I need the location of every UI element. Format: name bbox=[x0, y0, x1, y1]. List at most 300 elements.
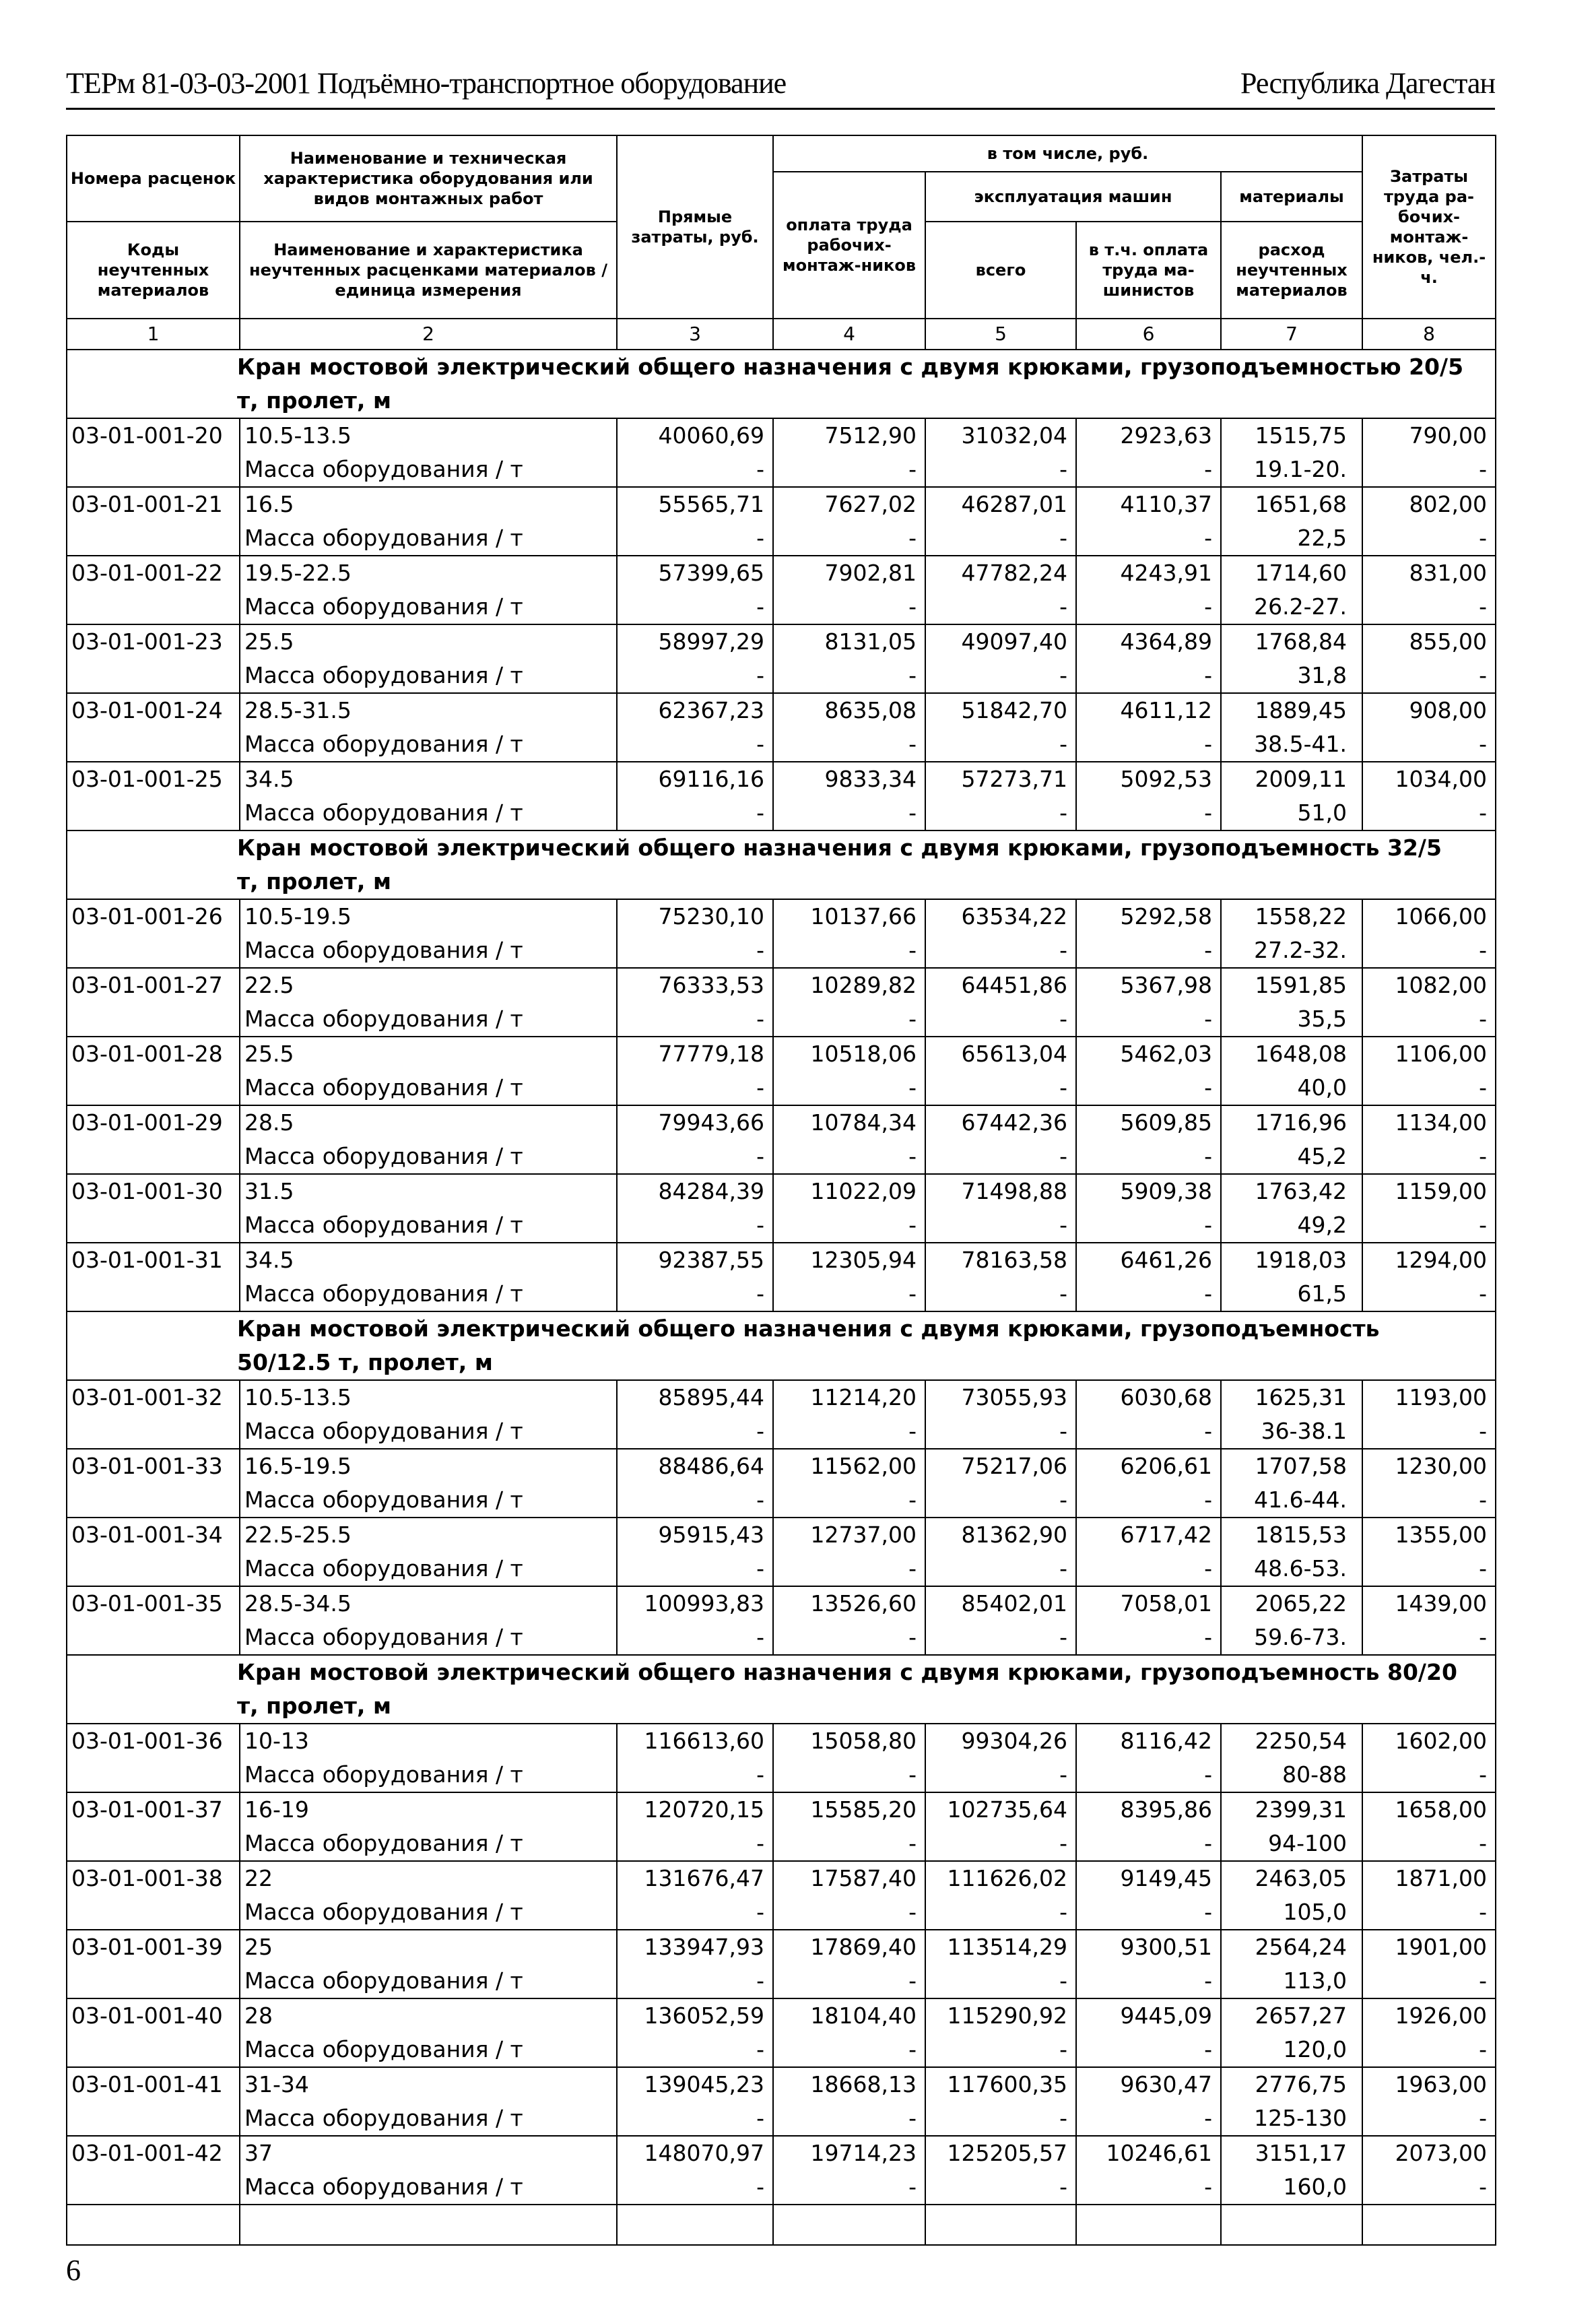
operators-cost-cell bbox=[1076, 693, 1221, 762]
dash: - bbox=[1059, 1487, 1067, 1513]
materials-cost-cell bbox=[1221, 1174, 1362, 1243]
rate-code bbox=[67, 1243, 240, 1311]
labor-hours-cell bbox=[1362, 1861, 1496, 1930]
rate-code-text: 03-01-001-20 bbox=[71, 422, 223, 449]
machines-cost: 73055,93 bbox=[961, 1384, 1067, 1410]
running-header-title: ТЕРм 81-03-03-2001 Подъёмно-транспортное оборудование bbox=[66, 67, 787, 100]
materials-cost-cell bbox=[1221, 899, 1362, 968]
direct-cost-cell bbox=[617, 418, 773, 487]
labor-cost: 11214,20 bbox=[810, 1384, 917, 1410]
dash: - bbox=[908, 525, 917, 551]
dash: - bbox=[1204, 1212, 1212, 1238]
direct-cost-cell bbox=[617, 1724, 773, 1792]
mass-label: Масса оборудования / т bbox=[244, 800, 523, 826]
machines-cost-cell bbox=[925, 693, 1076, 762]
materials-cost: 1558,22 bbox=[1255, 903, 1348, 930]
machines-cost: 67442,36 bbox=[961, 1109, 1067, 1136]
materials-cost-cell bbox=[1221, 2136, 1362, 2205]
labor-hours-cell bbox=[1362, 899, 1496, 968]
labor-cost: 11022,09 bbox=[810, 1178, 917, 1204]
labor-hours-cell bbox=[1362, 1380, 1496, 1449]
rate-code-text: 03-01-001-37 bbox=[71, 1796, 223, 1823]
section-title bbox=[67, 1311, 1496, 1380]
labor-hours-cell bbox=[1362, 487, 1496, 556]
table-row bbox=[67, 1724, 1496, 1792]
operators-cost-cell bbox=[1076, 1174, 1221, 1243]
direct-cost-cell bbox=[617, 1037, 773, 1105]
machines-cost: 111626,02 bbox=[947, 1865, 1067, 1891]
col2-header-bottom: Наименование и характеристика неучтенных расценками материалов / единица измерения bbox=[240, 222, 617, 319]
machines-cost-cell bbox=[925, 487, 1076, 556]
labor-cost: 9833,34 bbox=[824, 766, 917, 792]
labor-cost-cell bbox=[773, 1037, 925, 1105]
mass-label: Масса оборудования / т bbox=[244, 1143, 523, 1169]
materials-cost-cell bbox=[1221, 2067, 1362, 2136]
col1-header-top: Номера расценок bbox=[67, 135, 240, 222]
dash: - bbox=[1204, 1555, 1212, 1582]
rate-code bbox=[67, 2136, 240, 2205]
dash: - bbox=[1059, 731, 1067, 757]
materials-cost: 2399,31 bbox=[1255, 1796, 1348, 1823]
col5-header: всего bbox=[925, 222, 1076, 319]
header-rule bbox=[66, 108, 1495, 110]
machines-cost-cell bbox=[925, 1105, 1076, 1174]
dash: - bbox=[1479, 1899, 1488, 1925]
dash: - bbox=[756, 593, 764, 620]
crane-span: 22 bbox=[244, 1865, 273, 1891]
rate-name bbox=[240, 1861, 617, 1930]
dash: - bbox=[1479, 1487, 1488, 1513]
equipment-mass: 80-88 bbox=[1282, 1761, 1348, 1788]
mass-label: Масса оборудования / т bbox=[244, 662, 523, 688]
rate-code-text: 03-01-001-26 bbox=[71, 903, 223, 930]
section-title bbox=[67, 830, 1496, 899]
direct-cost-cell bbox=[617, 1861, 773, 1930]
materials-cost: 1918,03 bbox=[1255, 1247, 1348, 1273]
labor-hours-cell bbox=[1362, 556, 1496, 624]
labor-hours: 1926,00 bbox=[1395, 2002, 1488, 2029]
materials-cost: 2657,27 bbox=[1255, 2002, 1348, 2029]
rate-code bbox=[67, 1930, 240, 1998]
equipment-mass: 49,2 bbox=[1297, 1212, 1348, 1238]
equipment-mass: 120,0 bbox=[1283, 2036, 1348, 2062]
table-row bbox=[67, 1174, 1496, 1243]
dash: - bbox=[756, 525, 764, 551]
dash: - bbox=[756, 1624, 764, 1650]
operators-cost-cell bbox=[1076, 1930, 1221, 1998]
dash: - bbox=[1204, 593, 1212, 620]
machines-group-header: эксплуатация машин bbox=[925, 172, 1221, 222]
dash: - bbox=[756, 1006, 764, 1032]
materials-cost-cell bbox=[1221, 1105, 1362, 1174]
materials-cost-cell bbox=[1221, 556, 1362, 624]
machines-cost-cell bbox=[925, 1449, 1076, 1518]
labor-hours-cell bbox=[1362, 2067, 1496, 2136]
table-row bbox=[67, 1861, 1496, 1930]
labor-hours-cell bbox=[1362, 1930, 1496, 1998]
direct-cost: 79943,66 bbox=[658, 1109, 764, 1136]
table-row bbox=[67, 624, 1496, 693]
crane-span: 10.5-13.5 bbox=[244, 1384, 352, 1410]
direct-cost-cell bbox=[617, 1930, 773, 1998]
labor-cost: 12305,94 bbox=[810, 1247, 917, 1273]
col1-header-bottom: Коды неучтенных материалов bbox=[67, 222, 240, 319]
rate-code-text: 03-01-001-40 bbox=[71, 2002, 223, 2029]
mass-label: Масса оборудования / т bbox=[244, 1487, 523, 1513]
direct-cost-cell bbox=[617, 1998, 773, 2067]
labor-hours: 1294,00 bbox=[1395, 1247, 1488, 1273]
operators-cost-cell bbox=[1076, 1724, 1221, 1792]
labor-hours-cell bbox=[1362, 1174, 1496, 1243]
equipment-mass: 41.6-44. bbox=[1254, 1487, 1348, 1513]
operators-cost: 5292,58 bbox=[1120, 903, 1212, 930]
materials-cost-cell bbox=[1221, 1380, 1362, 1449]
materials-cost-cell bbox=[1221, 762, 1362, 830]
rate-code bbox=[67, 968, 240, 1037]
dash: - bbox=[1204, 800, 1212, 826]
dash: - bbox=[1204, 1074, 1212, 1101]
materials-cost: 2250,54 bbox=[1255, 1728, 1348, 1754]
rate-code bbox=[67, 1174, 240, 1243]
col-number-6: 6 bbox=[1076, 319, 1221, 350]
mass-label: Масса оборудования / т bbox=[244, 1830, 523, 1856]
equipment-mass: 160,0 bbox=[1283, 2174, 1348, 2200]
rate-code bbox=[67, 1861, 240, 1930]
dash: - bbox=[1059, 525, 1067, 551]
dash: - bbox=[1204, 1830, 1212, 1856]
machines-cost: 78163,58 bbox=[961, 1247, 1067, 1273]
operators-cost-cell bbox=[1076, 1792, 1221, 1861]
dash: - bbox=[1204, 1899, 1212, 1925]
rate-code bbox=[67, 1105, 240, 1174]
direct-cost: 116613,60 bbox=[644, 1728, 764, 1754]
dash: - bbox=[1059, 1830, 1067, 1856]
col-number-5: 5 bbox=[925, 319, 1076, 350]
labor-hours: 1193,00 bbox=[1395, 1384, 1488, 1410]
materials-cost: 1763,42 bbox=[1255, 1178, 1348, 1204]
rate-code bbox=[67, 899, 240, 968]
dash: - bbox=[908, 1487, 917, 1513]
materials-cost-cell bbox=[1221, 1586, 1362, 1655]
labor-cost: 15585,20 bbox=[810, 1796, 917, 1823]
operators-cost-cell bbox=[1076, 968, 1221, 1037]
mass-label: Масса оборудования / т bbox=[244, 2105, 523, 2131]
rate-name bbox=[240, 1586, 617, 1655]
machines-cost-cell bbox=[925, 556, 1076, 624]
operators-cost: 4364,89 bbox=[1120, 628, 1212, 655]
machines-cost: 65613,04 bbox=[961, 1041, 1067, 1067]
machines-cost-cell bbox=[925, 1243, 1076, 1311]
dash: - bbox=[1204, 2036, 1212, 2062]
labor-cost-cell bbox=[773, 1380, 925, 1449]
dash: - bbox=[1204, 1143, 1212, 1169]
dash: - bbox=[1479, 525, 1488, 551]
dash: - bbox=[1059, 456, 1067, 482]
dash: - bbox=[908, 1212, 917, 1238]
dash: - bbox=[756, 731, 764, 757]
direct-cost-cell bbox=[617, 1449, 773, 1518]
mass-label: Масса оборудования / т bbox=[244, 2036, 523, 2062]
mass-label: Масса оборудования / т bbox=[244, 2174, 523, 2200]
dash: - bbox=[1479, 1761, 1488, 1788]
section-header-row bbox=[67, 1311, 1496, 1380]
column-numbers-row bbox=[67, 319, 1496, 350]
dash: - bbox=[756, 1555, 764, 1582]
dash: - bbox=[1204, 1624, 1212, 1650]
col-number-3: 3 bbox=[617, 319, 773, 350]
labor-cost: 7902,81 bbox=[824, 560, 917, 586]
materials-cost-cell bbox=[1221, 1518, 1362, 1586]
dash: - bbox=[756, 1967, 764, 1994]
dash: - bbox=[1479, 456, 1488, 482]
rate-code bbox=[67, 1037, 240, 1105]
labor-hours: 1230,00 bbox=[1395, 1453, 1488, 1479]
machines-cost-cell bbox=[925, 2136, 1076, 2205]
dash: - bbox=[1059, 1280, 1067, 1307]
equipment-mass: 40,0 bbox=[1297, 1074, 1348, 1101]
empty-cell bbox=[925, 2205, 1076, 2245]
machines-cost-cell bbox=[925, 1380, 1076, 1449]
section-header-row bbox=[67, 350, 1496, 418]
materials-cost: 1768,84 bbox=[1255, 628, 1348, 655]
operators-cost: 5367,98 bbox=[1120, 972, 1212, 998]
dash: - bbox=[1204, 1967, 1212, 1994]
rate-code-text: 03-01-001-30 bbox=[71, 1178, 223, 1204]
dash: - bbox=[1059, 1761, 1067, 1788]
machines-cost: 46287,01 bbox=[961, 491, 1067, 517]
direct-cost: 40060,69 bbox=[658, 422, 764, 449]
rate-code bbox=[67, 1518, 240, 1586]
direct-cost: 76333,53 bbox=[658, 972, 764, 998]
labor-cost: 11562,00 bbox=[810, 1453, 917, 1479]
mass-label: Масса оборудования / т bbox=[244, 937, 523, 963]
labor-hours: 908,00 bbox=[1409, 697, 1488, 723]
col3-header: Прямые затраты, руб. bbox=[617, 135, 773, 319]
dash: - bbox=[756, 1899, 764, 1925]
machines-cost-cell bbox=[925, 1998, 1076, 2067]
rate-code bbox=[67, 1380, 240, 1449]
direct-cost: 133947,93 bbox=[644, 1934, 764, 1960]
machines-cost-cell bbox=[925, 418, 1076, 487]
dash: - bbox=[1204, 2105, 1212, 2131]
machines-cost: 125205,57 bbox=[947, 2140, 1067, 2166]
mass-label: Масса оборудования / т bbox=[244, 731, 523, 757]
mass-label: Масса оборудования / т bbox=[244, 456, 523, 482]
crane-span: 25.5 bbox=[244, 628, 294, 655]
dash: - bbox=[1479, 1830, 1488, 1856]
labor-cost: 18668,13 bbox=[810, 2071, 917, 2097]
rate-name bbox=[240, 2067, 617, 2136]
section-title-line: т, пролет, м bbox=[237, 868, 391, 894]
materials-cost-cell bbox=[1221, 1998, 1362, 2067]
dash: - bbox=[1479, 1006, 1488, 1032]
crane-span: 25.5 bbox=[244, 1041, 294, 1067]
labor-hours: 1602,00 bbox=[1395, 1728, 1488, 1754]
materials-cost: 1651,68 bbox=[1255, 491, 1348, 517]
rates-table bbox=[66, 135, 1496, 2246]
dash: - bbox=[908, 800, 917, 826]
dash: - bbox=[756, 1074, 764, 1101]
rate-code-text: 03-01-001-31 bbox=[71, 1247, 223, 1273]
dash: - bbox=[1479, 731, 1488, 757]
machines-cost-cell bbox=[925, 2067, 1076, 2136]
materials-cost-cell bbox=[1221, 693, 1362, 762]
dash: - bbox=[756, 1761, 764, 1788]
table-row bbox=[67, 1243, 1496, 1311]
machines-cost-cell bbox=[925, 1037, 1076, 1105]
col2-header-top: Наименование и техническая характеристика оборудования или видов монтажных работ bbox=[240, 135, 617, 222]
mass-label: Масса оборудования / т bbox=[244, 1418, 523, 1444]
section-title-line: Кран мостовой электрический общего назначения с двумя крюками, грузоподъемность bbox=[237, 1315, 1380, 1342]
table-row bbox=[67, 487, 1496, 556]
dash: - bbox=[1204, 731, 1212, 757]
labor-cost-cell bbox=[773, 487, 925, 556]
labor-cost: 17869,40 bbox=[810, 1934, 917, 1960]
equipment-mass: 48.6-53. bbox=[1254, 1555, 1348, 1582]
equipment-mass: 22,5 bbox=[1297, 525, 1348, 551]
direct-cost-cell bbox=[617, 1380, 773, 1449]
operators-cost: 7058,01 bbox=[1120, 1590, 1212, 1617]
dash: - bbox=[1479, 937, 1488, 963]
direct-cost: 62367,23 bbox=[658, 697, 764, 723]
labor-cost: 19714,23 bbox=[810, 2140, 917, 2166]
operators-cost-cell bbox=[1076, 487, 1221, 556]
rate-code bbox=[67, 1792, 240, 1861]
rate-code bbox=[67, 556, 240, 624]
labor-cost: 13526,60 bbox=[810, 1590, 917, 1617]
direct-cost-cell bbox=[617, 1105, 773, 1174]
labor-hours: 1034,00 bbox=[1395, 766, 1488, 792]
direct-cost: 100993,83 bbox=[644, 1590, 764, 1617]
crane-span: 31-34 bbox=[244, 2071, 309, 2097]
table-row bbox=[67, 968, 1496, 1037]
rate-code bbox=[67, 624, 240, 693]
operators-cost-cell bbox=[1076, 762, 1221, 830]
operators-cost-cell bbox=[1076, 624, 1221, 693]
materials-cost-cell bbox=[1221, 1930, 1362, 1998]
materials-cost: 3151,17 bbox=[1255, 2140, 1348, 2166]
labor-hours: 802,00 bbox=[1409, 491, 1488, 517]
operators-cost: 5462,03 bbox=[1120, 1041, 1212, 1067]
empty-cell bbox=[617, 2205, 773, 2245]
direct-cost-cell bbox=[617, 899, 773, 968]
rate-code bbox=[67, 1586, 240, 1655]
materials-cost-cell bbox=[1221, 418, 1362, 487]
materials-cost: 2463,05 bbox=[1255, 1865, 1348, 1891]
labor-hours: 855,00 bbox=[1409, 628, 1488, 655]
machines-cost: 64451,86 bbox=[961, 972, 1067, 998]
empty-cell bbox=[1362, 2205, 1496, 2245]
labor-hours-cell bbox=[1362, 418, 1496, 487]
dash: - bbox=[1204, 525, 1212, 551]
crane-span: 34.5 bbox=[244, 766, 294, 792]
dash: - bbox=[1479, 662, 1488, 688]
direct-cost-cell bbox=[617, 487, 773, 556]
dash: - bbox=[1479, 2105, 1488, 2131]
labor-hours-cell bbox=[1362, 762, 1496, 830]
labor-cost-cell bbox=[773, 2067, 925, 2136]
dash: - bbox=[1059, 1143, 1067, 1169]
dash: - bbox=[1479, 593, 1488, 620]
dash: - bbox=[1059, 593, 1067, 620]
labor-hours: 2073,00 bbox=[1395, 2140, 1488, 2166]
direct-cost: 69116,16 bbox=[658, 766, 764, 792]
rate-code-text: 03-01-001-39 bbox=[71, 1934, 223, 1960]
dash: - bbox=[756, 1280, 764, 1307]
mass-label: Масса оборудования / т bbox=[244, 1899, 523, 1925]
labor-cost: 8131,05 bbox=[824, 628, 917, 655]
rate-code bbox=[67, 693, 240, 762]
dash: - bbox=[756, 456, 764, 482]
table-row bbox=[67, 1037, 1496, 1105]
operators-cost: 2923,63 bbox=[1120, 422, 1212, 449]
direct-cost: 131676,47 bbox=[644, 1865, 764, 1891]
dash: - bbox=[1204, 1006, 1212, 1032]
equipment-mass: 59.6-73. bbox=[1254, 1624, 1348, 1650]
labor-hours: 1106,00 bbox=[1395, 1041, 1488, 1067]
labor-hours-cell bbox=[1362, 1998, 1496, 2067]
col6-header: в т.ч. оплата труда ма-шинистов bbox=[1076, 222, 1221, 319]
direct-cost: 120720,15 bbox=[644, 1796, 764, 1823]
rate-name bbox=[240, 1105, 617, 1174]
equipment-mass: 31,8 bbox=[1297, 662, 1348, 688]
mass-label: Масса оборудования / т bbox=[244, 593, 523, 620]
section-title-line: Кран мостовой электрический общего назначения с двумя крюками, грузоподъемностью 20/5 bbox=[237, 354, 1464, 380]
labor-cost-cell bbox=[773, 1998, 925, 2067]
operators-cost-cell bbox=[1076, 1037, 1221, 1105]
rate-name bbox=[240, 624, 617, 693]
mass-label: Масса оборудования / т bbox=[244, 1280, 523, 1307]
dash: - bbox=[908, 1555, 917, 1582]
col7-header-bottom: расход неучтенных материалов bbox=[1221, 222, 1362, 319]
section-title-line: т, пролет, м bbox=[237, 1693, 391, 1719]
dash: - bbox=[1059, 1418, 1067, 1444]
section-title bbox=[67, 1655, 1496, 1724]
dash: - bbox=[1479, 1212, 1488, 1238]
direct-cost-cell bbox=[617, 968, 773, 1037]
operators-cost-cell bbox=[1076, 1998, 1221, 2067]
operators-cost: 6461,26 bbox=[1120, 1247, 1212, 1273]
labor-cost-cell bbox=[773, 1105, 925, 1174]
rate-code-text: 03-01-001-32 bbox=[71, 1384, 223, 1410]
mass-label: Масса оборудования / т bbox=[244, 1624, 523, 1650]
operators-cost-cell bbox=[1076, 418, 1221, 487]
table-row bbox=[67, 1792, 1496, 1861]
dash: - bbox=[1479, 1555, 1488, 1582]
operators-cost: 8395,86 bbox=[1120, 1796, 1212, 1823]
table-row bbox=[67, 2136, 1496, 2205]
machines-cost: 71498,88 bbox=[961, 1178, 1067, 1204]
labor-cost-cell bbox=[773, 762, 925, 830]
dash: - bbox=[756, 1830, 764, 1856]
labor-hours: 1901,00 bbox=[1395, 1934, 1488, 1960]
rate-code bbox=[67, 762, 240, 830]
labor-cost-cell bbox=[773, 968, 925, 1037]
crane-span: 10.5-19.5 bbox=[244, 903, 352, 930]
direct-cost: 139045,23 bbox=[644, 2071, 764, 2097]
operators-cost-cell bbox=[1076, 2067, 1221, 2136]
labor-hours-cell bbox=[1362, 1518, 1496, 1586]
crane-span: 28.5-34.5 bbox=[244, 1590, 352, 1617]
labor-cost-cell bbox=[773, 556, 925, 624]
materials-cost-cell bbox=[1221, 624, 1362, 693]
table-row bbox=[67, 1380, 1496, 1449]
rate-code-text: 03-01-001-42 bbox=[71, 2140, 223, 2166]
labor-hours-cell bbox=[1362, 968, 1496, 1037]
table-header bbox=[67, 135, 1496, 350]
equipment-mass: 105,0 bbox=[1283, 1899, 1348, 1925]
section-title-line: Кран мостовой электрический общего назначения с двумя крюками, грузоподъемность 80/20 bbox=[237, 1659, 1457, 1685]
